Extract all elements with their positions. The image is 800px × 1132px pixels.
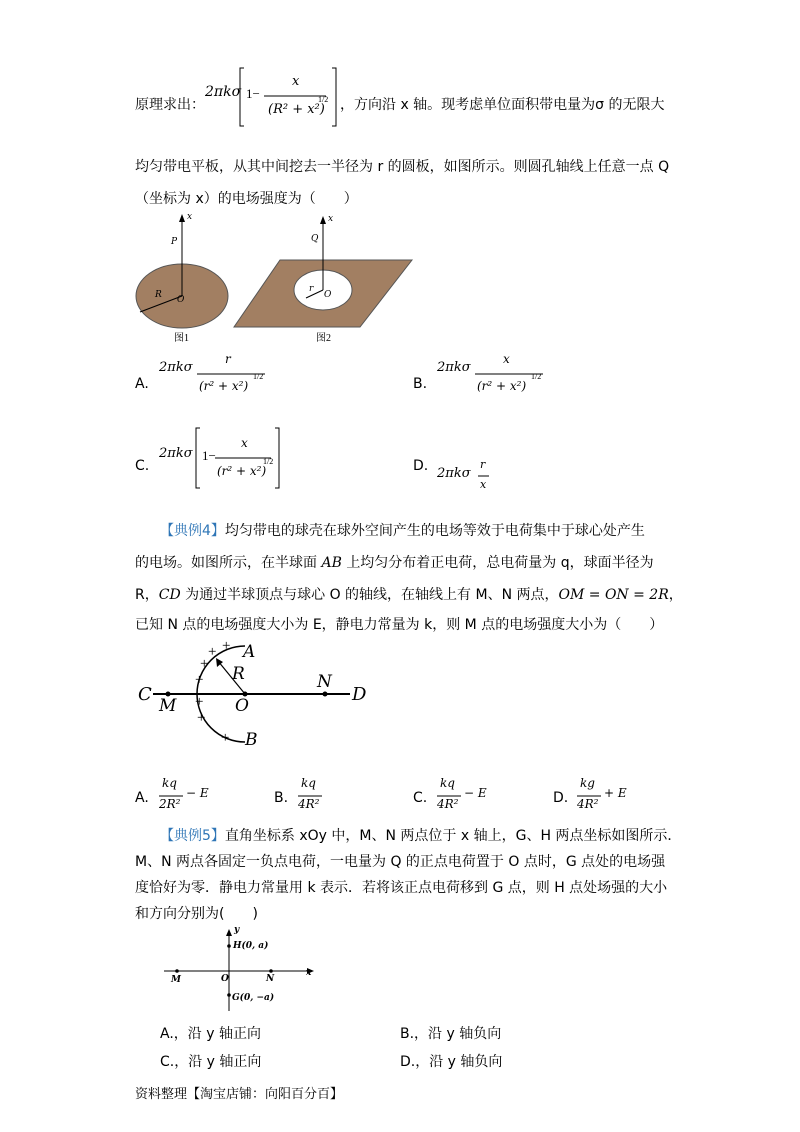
- example5-line1: 【典例5】直角坐标系 xOy 中，M、N 两点位于 x 轴上，G、H 两点坐标如图所示．: [160, 828, 682, 844]
- plus-sign: +: [208, 644, 217, 660]
- option-a-label[interactable]: A.: [135, 376, 149, 392]
- example5-line2: M、N 两点各固定一负点电荷，一电量为 Q 的正点电荷置于 O 点时，G 点处的电场强: [135, 854, 666, 870]
- option-b-formula[interactable]: 2πkσ x (r² + x²) 1/2: [437, 352, 542, 393]
- q4-option-d[interactable]: D. kg 4R² + E: [553, 776, 627, 811]
- option-d-label[interactable]: D.: [413, 458, 429, 474]
- footer-note: 资料整理【淘宝店铺：向阳百分百】: [135, 1087, 344, 1102]
- example4-tag: 【典例4】: [160, 523, 225, 539]
- plus-sign: +: [197, 710, 206, 726]
- intro-line3: （坐标为 x）的电场强度为（ ）: [135, 191, 358, 207]
- intro-prefix: 原理求出：: [135, 97, 205, 113]
- option-d-formula[interactable]: 2πkσ r x: [437, 458, 487, 491]
- intro-suffix: ，方向沿 x 轴。现考虑单位面积带电量为σ 的无限大: [340, 97, 665, 113]
- example5-tag: 【典例5】: [160, 828, 225, 844]
- example5-line3: 度恰好为零．静电力常量用 k 表示．若将该正点电荷移到 G 点，则 H 点处场强的大小: [135, 880, 668, 896]
- option-c-formula[interactable]: 2πkσ 1− x (r² + x²) 1/2: [155, 424, 295, 494]
- example4-line4: 已知 N 点的电场强度大小为 E，静电力常量为 k，则 M 点的电场强度大小为（ ）: [135, 617, 664, 633]
- example4-line1: 【典例4】均匀带电的球壳在球外空间产生的电场等效于电荷集中于球心处产生: [160, 523, 645, 539]
- plus-sign: +: [222, 638, 231, 654]
- q5-option-b[interactable]: B.，沿 y 轴负向: [400, 1026, 502, 1042]
- intro-line2: 均匀带电平板，从其中间挖去一半径为 r 的圆板，如图所示。则圆孔轴线上任意一点 Q: [135, 159, 670, 175]
- hemisphere-figure: C M O N D A B R + + + + + + +: [138, 638, 367, 750]
- coordinate-figure: y x H(0, a) G(0, −a) M O N: [160, 925, 320, 1015]
- example5-line4: 和方向分别为( ): [135, 906, 258, 922]
- q5-option-a[interactable]: A.，沿 y 轴正向: [160, 1026, 261, 1042]
- q4-option-c[interactable]: C. kq 4R² − E: [413, 776, 487, 811]
- disk-figures: x P R O 图1 x Q r O 图2: [130, 210, 430, 345]
- q5-option-c[interactable]: C.，沿 y 轴正向: [160, 1054, 262, 1070]
- plus-sign: +: [200, 656, 209, 672]
- q4-option-a[interactable]: A. kq 2R² − E: [135, 776, 209, 811]
- option-c-label[interactable]: C.: [135, 458, 150, 474]
- plus-sign: +: [195, 694, 204, 710]
- example4-line3: R，CD 为通过半球顶点与球心 O 的轴线，在轴线上有 M、N 两点，OM = ON = 2R，: [135, 587, 683, 603]
- plus-sign: +: [221, 730, 230, 746]
- q4-option-b[interactable]: B. kq 4R²: [274, 776, 320, 811]
- plus-sign: +: [195, 672, 204, 688]
- example4-line2: 的电场。如图所示，在半球面 AB 上均匀分布着正电荷，总电荷量为 q，球面半径为: [135, 555, 654, 571]
- option-b-label[interactable]: B.: [413, 376, 428, 392]
- q5-option-d[interactable]: D.，沿 y 轴负向: [400, 1054, 503, 1070]
- intro-formula: 2πkσ 1− x (R² + x²) 1/2: [200, 62, 340, 132]
- option-a-formula[interactable]: 2πkσ r (r² + x²) 1/2: [159, 352, 264, 393]
